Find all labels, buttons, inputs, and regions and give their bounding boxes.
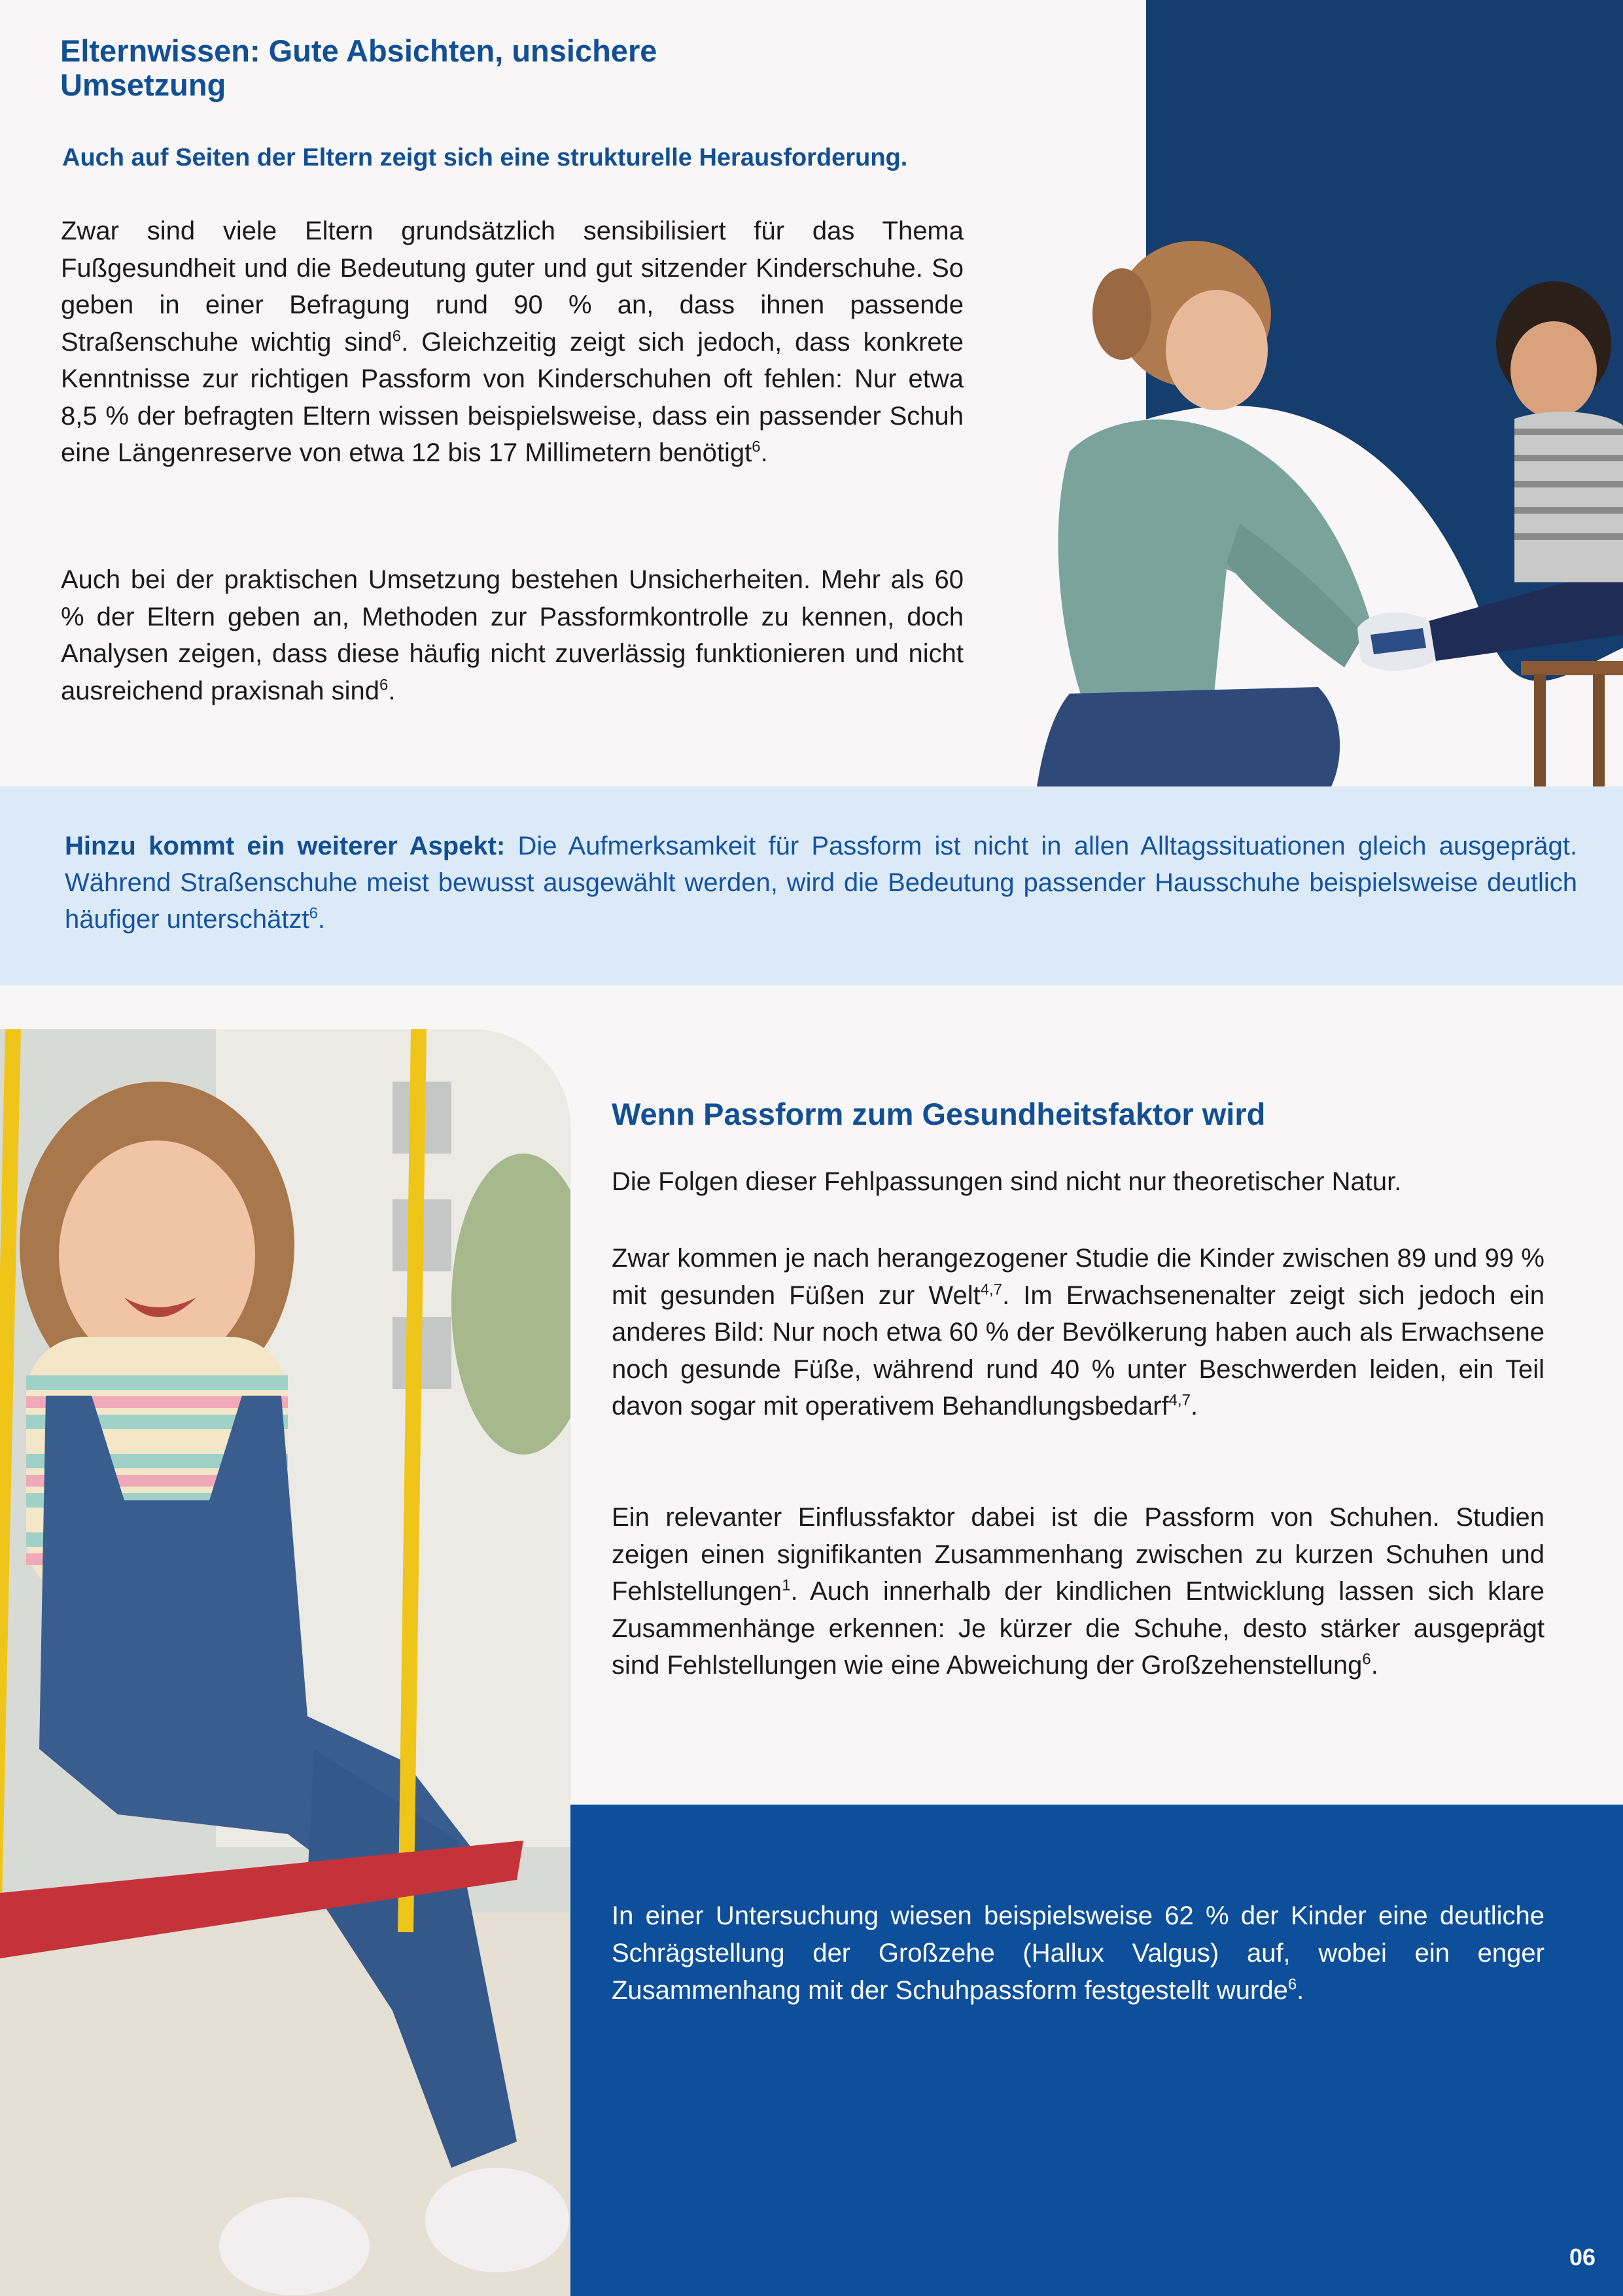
mother-child-shoe-photo <box>978 216 1623 786</box>
footnote-ref: 6 <box>752 438 761 456</box>
section-intro: Die Folgen dieser Fehlpassungen sind nicht nur theoretischer Natur. <box>612 1167 1402 1196</box>
toddler-swing-photo <box>0 1029 570 2296</box>
highlight-band <box>0 786 1623 985</box>
footnote-ref: 1 <box>782 1576 791 1595</box>
page-number: 06 <box>1569 2244 1596 2270</box>
footnote-ref: 6 <box>309 904 318 923</box>
band-bold-lead: Hinzu kommt ein weiterer Aspekt: <box>65 832 506 860</box>
footnote-ref: 6 <box>1287 1975 1297 1994</box>
paragraph-practical-uncertainty: Auch bei der praktischen Umsetzung bestehen Unsicherheiten. Mehr als 60 % der Eltern geben an, Methoden zur Passformkontrolle zu kennen, doch Analysen zeigen, dass diese häufig nicht zuverlässig funktionieren und nicht ausreichend praxisnah sind$^6$. <box>61 565 964 705</box>
section-title: Wenn Passform zum Gesundheitsfaktor wird <box>612 1097 1266 1131</box>
footnote-ref: 6 <box>392 327 402 345</box>
footnote-ref: 4,7 <box>1168 1391 1191 1409</box>
paragraph-foot-health-stats: Zwar kommen je nach herangezogener Studie die Kinder zwischen 89 und 99 % mit gesunden Füßen zur Welt$^{4,7}$. Im Erwachsenenalter zeigt sich jedoch ein anderes Bild: Nur noch etwa 60 % der Bevölkerung haben auch als Erwachsene noch gesunde Füße, während rund 40 % unter Beschwerden leiden, ein Teil davon sogar mit operativem Behandlungsbedarf$^{4,7}$. <box>612 1244 1544 1421</box>
callout-box <box>570 1805 1623 2296</box>
footnote-ref: 6 <box>1362 1650 1371 1669</box>
paragraph-parent-knowledge: Zwar sind viele Eltern grundsätzlich sensibilisiert für das Thema Fußgesundheit und die Bedeutung guter und gut sitzender Kinderschuhe. So geben in einer Befragung rund 90 % an, dass ihnen passende Straßenschuhe wichtig sind$^6$. Gleichzeitig zeigt sich jedoch, dass konkrete Kenntnisse zur richtigen Passform von Kinderschuhen oft fehlen: Nur etwa 8,5 % der befragten Eltern wissen beispielsweise, dass ein passender Schuh eine Längenreserve von etwa 12 bis 17 Millimetern benötigt$^6$. <box>61 217 964 467</box>
lead-statement: Auch auf Seiten der Eltern zeigt sich eine strukturelle Herausforderung. <box>62 144 908 171</box>
callout-text: In einer Untersuchung wiesen beispielsweise 62 % der Kinder eine deutliche Schrägstellung der Großzehe (Hallux Valgus) auf, wobei ein enger Zusammenhang mit der Schuhpassform festgestellt wurde$^6$. <box>612 1901 1544 2005</box>
footnote-ref: 4,7 <box>980 1280 1003 1299</box>
paragraph-shoe-fit-factor: Ein relevanter Einflussfaktor dabei ist die Passform von Schuhen. Studien zeigen einen signifikanten Zusammenhang zwischen zu kurzen Schuhen und Fehlstellungen$^1$. Auch innerhalb der kindlichen Entwicklung lassen sich klare Zusammenhänge erkennen: Je kürzer die Schuhe, desto stärker ausgeprägt sind Fehlstellungen wie eine Abweichung der Großzehenstellung$^6$. <box>612 1503 1544 1680</box>
page-title: Elternwissen: Gute Absichten, unsichere Umsetzung <box>60 33 657 102</box>
footnote-ref: 6 <box>379 676 389 694</box>
band-text: Hinzu kommt ein weiterer Aspekt: Die Aufmerksamkeit für Passform ist nicht in allen Alltagssituationen gleich ausgeprägt. Während Straßenschuhe meist bewusst ausgewählt werden, wird die Bedeutung passender Hausschuhe beispielsweise deutlich häufiger unterschätzt$^6$. <box>65 832 1577 934</box>
